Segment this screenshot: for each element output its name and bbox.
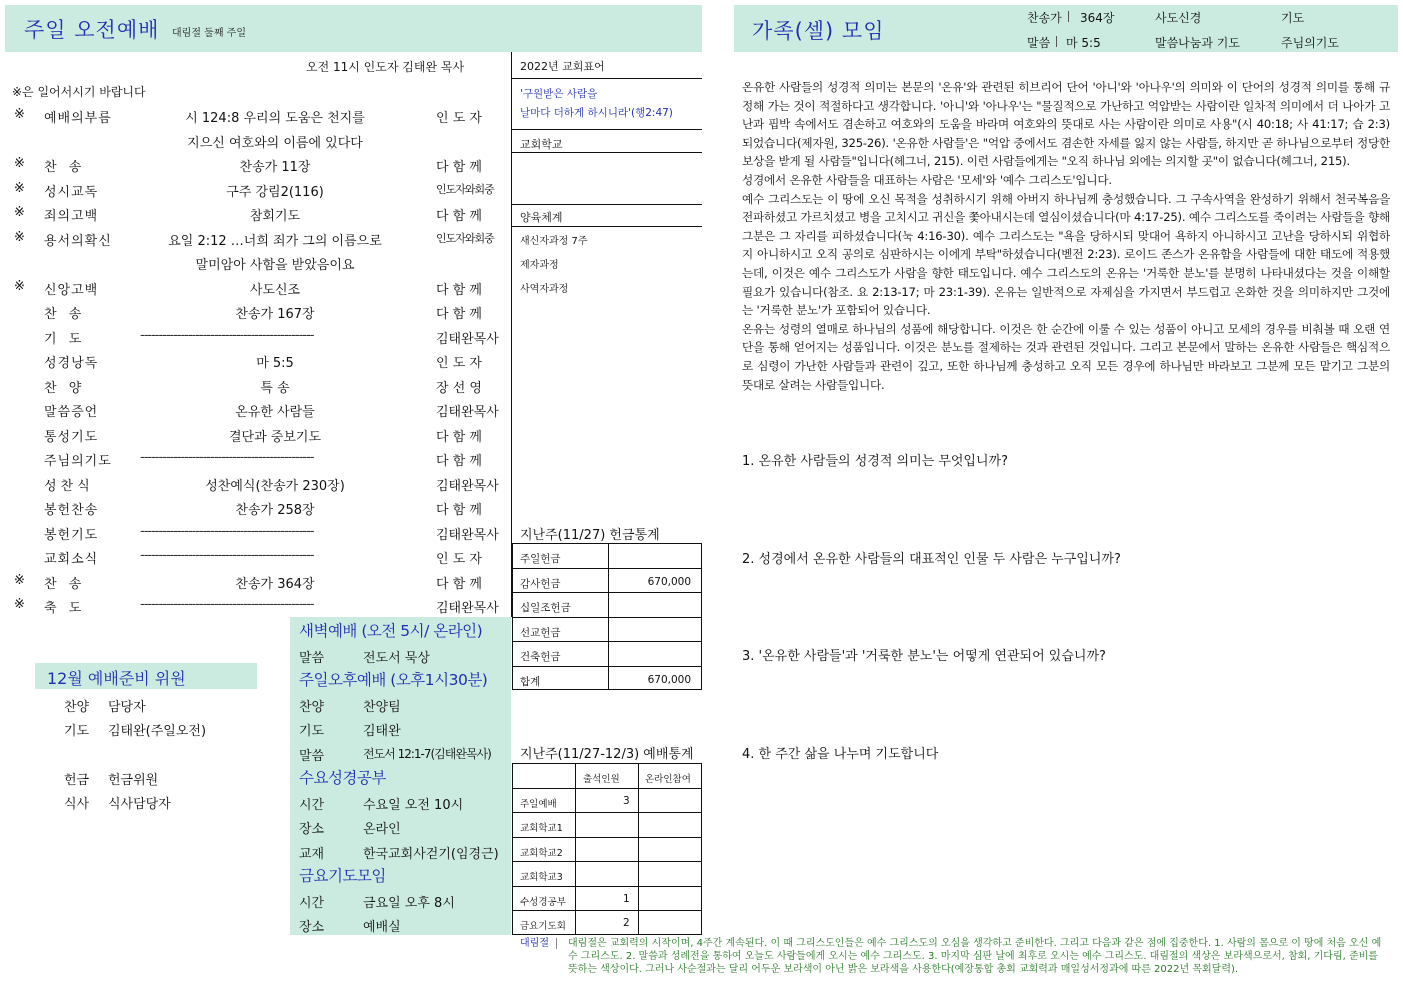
order-content: 말미암아 사함을 받았음이요 xyxy=(195,258,355,273)
order-label: 봉헌기도 xyxy=(44,527,99,543)
order-row xyxy=(0,226,510,251)
meeting-value: 한국교회사걷기(임경근) xyxy=(363,846,499,862)
table-rule xyxy=(513,812,701,813)
order-content: 찬송가 167장 xyxy=(235,307,315,322)
order-mark: ※ xyxy=(14,107,25,122)
table-rule xyxy=(513,788,701,789)
order-label: 신앙고백 xyxy=(44,282,99,298)
order-row xyxy=(0,299,510,324)
table-rule xyxy=(513,837,701,838)
meeting-value: 금요일 오후 8시 xyxy=(363,895,455,911)
nurture-item: 새신자과정 7주 xyxy=(520,236,588,247)
divider xyxy=(512,204,702,205)
order-divider xyxy=(511,52,512,617)
order-label: 찬 송 xyxy=(44,160,86,175)
order-leader: 다 함 께 xyxy=(436,282,482,298)
order-content: 요일 2:12 …너희 죄가 그의 이름으로 xyxy=(168,233,382,249)
motto-title: 2022년 교회표어 xyxy=(520,60,605,73)
order-leader: 다 함 께 xyxy=(436,160,482,175)
attendance-header: 온라인참여 xyxy=(645,774,691,785)
order-label: 성시교독 xyxy=(44,184,99,200)
question-4: 4. 한 주간 삶을 나누며 기도합니다 xyxy=(742,747,939,762)
december-name: 담당자 xyxy=(108,700,146,715)
order-row xyxy=(0,152,510,177)
hymn-value: 364장 xyxy=(1080,11,1115,25)
hymn-label: 찬송가 xyxy=(1027,11,1062,25)
order-label: 통성기도 xyxy=(44,429,99,445)
attendance-header: 출석인원 xyxy=(583,774,620,785)
attendance-name: 수성경공부 xyxy=(520,896,566,908)
meeting-value: 온라인 xyxy=(363,822,401,837)
meeting-title: 수요성경공부 xyxy=(299,769,386,787)
offering-name: 건축헌금 xyxy=(520,651,561,663)
stand-note: ※은 일어서시기 바랍니다 xyxy=(12,85,146,99)
table-rule xyxy=(513,910,701,911)
order-row xyxy=(0,422,510,447)
school-title: 교회학교 xyxy=(520,138,563,151)
order-content: 지으신 여호와의 이름에 있다다 xyxy=(187,135,363,151)
december-role: 찬양 xyxy=(64,700,90,715)
meeting-key: 장소 xyxy=(299,920,325,935)
attendance-present: 2 xyxy=(623,917,630,930)
order-row xyxy=(0,544,510,569)
meeting-key: 말씀 xyxy=(299,650,325,666)
separator xyxy=(1068,11,1069,22)
divider xyxy=(512,152,702,153)
meeting-title: 주일오후예배 (오후1시30분) xyxy=(299,671,488,689)
order-row xyxy=(0,471,510,496)
meeting-key: 장소 xyxy=(299,822,325,837)
offering-title: 지난주(11/27) 헌금통계 xyxy=(520,528,660,543)
order-leader: 인도자와회중 xyxy=(436,231,494,245)
order-label: 축 도 xyxy=(44,601,86,616)
service-leader: 오전 11시 인도자 김태완 목사 xyxy=(306,60,465,74)
order-content: 찬송가 258장 xyxy=(235,503,315,518)
order-dashes: ----------------------------------------------- xyxy=(140,597,314,612)
body-paragraph: 온유한 사람들의 성경적 의미는 본문의 '온유'와 관련된 히브리어 단어 '아니'와 '아나우'의 의미와 이 단어의 성경적 의미를 통해 규정해 가는 것이 적절하다고 생각합니다. '아니'와 '아나우'는 "물질적으로 가난하고 억압받는 사람이란 일차적 의미에서 더 나아가 고난과 핍박 속에서도 겸손하고 여호와의 도움을 바라며 여호와의 뜻대로 사는 사람이란 의미로 사용"(시 40:18; 사 41:17; 습 2:3) 되었습니다(제자원, 325-26). '온유한 사람들'은 "억압 중에서도 겸손한 자세를 잃지 않는 사람들, 하지만 곧 하나님으로부터 정당한 보상을 받게 될 사람들"입니다(헤그너, 215). 이런 사람들에게는 "오직 하나님 외에는 의지할 곳"이 없습니다(헤그너, 215). xyxy=(742,80,1390,169)
attendance-title: 지난주(11/27-12/3) 예배통계 xyxy=(520,747,694,762)
order-dashes: ----------------------------------------------- xyxy=(140,548,314,563)
order-mark: ※ xyxy=(14,205,25,220)
body-paragraph: 온유는 성령의 열매로 하나님의 성품에 해당합니다. 이것은 한 순간에 이룰 수 있는 성품이 아니고 모세의 경우를 비춰볼 때 오랜 연단을 통해 얻어지는 성품입니다. 이것은 분노를 절제하는 것과 관련된 것입니다. 그리고 본문에서 말하는 온유한 사람들은 핵심적으로 심령이 가난한 사람들과 관련이 깊고, 또한 하나님께 충성하고 오직 모든 경우에 하나님만 바라보고 그분께 모든 맡기고 그분의 뜻대로 살려는 사람들입니다. xyxy=(742,321,1391,392)
attendance-name: 주일예배 xyxy=(520,798,557,810)
order-dashes: ----------------------------------------------- xyxy=(140,327,314,343)
meeting-value: 김태완 xyxy=(363,724,401,739)
attendance-name: 교회학교1 xyxy=(520,823,563,835)
body-paragraph: 성경에서 온유한 사람들을 대표하는 사람은 '모세'와 '예수 그리스도'입니다. xyxy=(742,172,1112,187)
order-label: 봉헌찬송 xyxy=(44,503,99,518)
order-leader: 다 함 께 xyxy=(436,454,482,469)
attendance-present: 3 xyxy=(623,794,630,807)
order-leader: 김태완목사 xyxy=(436,601,499,616)
offering-amount: 670,000 xyxy=(647,673,691,686)
order-label: 죄의고백 xyxy=(44,209,99,224)
order-leader: 장 선 영 xyxy=(436,380,482,396)
order-content: 찬송가 364장 xyxy=(235,576,315,592)
order-leader: 인도자와회중 xyxy=(436,182,494,196)
order-row xyxy=(0,373,510,398)
body-paragraph: 예수 그리스도는 이 땅에 오신 목적을 성취하시기 위해 아버지 하나님께 충성했습니다. 그 구속사역을 완성하기 위해서 천국복음을 전파하셨고 가르치셨고 병을 고치시고 귀신을 쫓아내시는데 열심이셨습니다(마 4:17-25). 예수 그리스도를 죽이려는 사람들을 향해 그분은 그 자리를 피하셨습니다(눅 4:16-30). 예수 그리스도는 "욕을 당하시되 맞대어 욕하지 아니하시고 고난을 당하시되 위협하지 아니하시고 오직 공의로 심판하시는 이에게 부탁"하셨습니다(벧전 2:23). 로이드 존스가 온유함을 사람들에 대한 태도에 적용했는데, 이것은 예수 그리스도가 사람을 향한 태도입니다. 예수 그리스도의 온유는 '거룩한 분노'를 분명히 나타내셨다는 것을 이해할 필요가 있습니다(참조. 요 2:13-17; 마 23:1-39). 온유는 일반적으로 자제심을 가지면서 부드럽고 온화한 것을 의미하지만 그것에는 '거룩한 분노'가 포함되어 있습니다. xyxy=(742,191,1390,318)
order-label: 예배의부름 xyxy=(44,111,112,126)
order-content: 성찬예식(찬송가 230장) xyxy=(205,478,345,494)
order-content: 시 124:8 우리의 도움은 천지를 xyxy=(185,111,365,126)
order-mark: ※ xyxy=(14,278,25,294)
order-mark: ※ xyxy=(14,180,25,196)
order-row xyxy=(0,128,510,153)
meeting-key: 찬양 xyxy=(299,699,325,715)
offering-name: 선교헌금 xyxy=(520,626,561,639)
order-row xyxy=(0,324,510,349)
offering-amount: 670,000 xyxy=(647,575,691,588)
order-mark: ※ xyxy=(14,597,25,612)
motto-line-1: '구원받은 사람을 xyxy=(520,88,598,100)
order-mark: ※ xyxy=(14,229,25,245)
order-row xyxy=(0,593,510,618)
order-row xyxy=(0,103,510,128)
offering-name: 주일헌금 xyxy=(520,553,561,565)
order-content: 마 5:5 xyxy=(256,356,294,371)
page-title: 주일 오전예배 xyxy=(24,18,160,42)
december-role: 헌금 xyxy=(64,773,90,788)
order-leader: 다 함 께 xyxy=(436,429,482,445)
divider xyxy=(512,129,702,130)
order-content: 참회기도 xyxy=(249,209,301,224)
order-content: 구주 강림2(116) xyxy=(226,184,324,200)
order-row xyxy=(0,397,510,422)
december-role: 기도 xyxy=(64,724,90,739)
offering-name: 감사헌금 xyxy=(520,577,561,590)
order-content: 온유한 사람들 xyxy=(235,405,315,420)
footnote-text: 대림절은 교회력의 시작이며, 4주간 계속된다. 이 때 그리스도인들은 예수 그리스도의 오심을 생각하고 준비한다. 그리고 다음과 같은 점에 집중한다. 1. 사람의 몸으로 이 땅에 처음 오신 예수 그리스도. 2. 말씀과 성례전을 통하여 오늘도 사람들에게 오시는 예수 그리스도. 3. 마지막 심판 날에 최후로 오시는 예수 그리스도. 대림절의 색상은 보라색으로서, 참회, 기다림, 준비를 뜻하는 색상이다. 그러나 사순절과는 달리 어두운 보라색이 아닌 밝은 보라색을 사용한다(예장통합 총회 교회력과 매일성서정과에 따른 2022년 목회달력). xyxy=(568,938,1382,975)
december-title: 12월 예배준비 위원 xyxy=(47,669,186,688)
meeting-key: 말씀 xyxy=(299,748,325,764)
meeting-key: 시간 xyxy=(299,797,325,813)
meeting-value: 찬양팀 xyxy=(363,699,401,715)
nurture-title: 양육체계 xyxy=(520,211,563,224)
order-label: 교회소식 xyxy=(44,552,99,567)
order-content: 특 송 xyxy=(260,380,290,396)
order-leader: 김태완목사 xyxy=(436,405,499,420)
table-rule xyxy=(513,568,701,569)
table-rule xyxy=(513,666,701,667)
meeting-title: 금요기도모임 xyxy=(299,867,386,885)
order-mark: ※ xyxy=(14,572,25,588)
table-rule xyxy=(513,592,701,593)
scripture-label: 말씀 xyxy=(1027,36,1051,50)
order-leader: 다 함 께 xyxy=(436,307,482,322)
order-label: 성찬식 xyxy=(44,478,94,494)
page-subtitle: 대림절 둘째 주일 xyxy=(172,28,246,39)
footnote-label: 대림절 xyxy=(520,938,549,949)
order-row xyxy=(0,569,510,594)
meetings-list xyxy=(290,617,511,935)
december-name: 김태완(주일오전) xyxy=(108,724,207,739)
december-role: 식사 xyxy=(64,797,90,812)
sermon-body xyxy=(742,78,1390,394)
order-leader: 인 도 자 xyxy=(436,356,482,371)
order-leader: 다 함 께 xyxy=(436,576,482,592)
order-content: 사도신조 xyxy=(249,282,301,298)
meeting-value: 전도서 묵상 xyxy=(363,650,430,666)
meeting-key: 교재 xyxy=(299,846,325,862)
order-leader: 다 함 께 xyxy=(436,503,482,518)
order-label: 성경낭독 xyxy=(44,356,99,371)
order-label: 찬 송 xyxy=(44,576,86,592)
table-rule xyxy=(513,617,701,618)
sharing-label: 말씀나눔과 기도 xyxy=(1155,36,1240,50)
order-content: 결단과 중보기도 xyxy=(228,429,322,445)
attendance-name: 교회학교3 xyxy=(520,872,563,884)
table-rule xyxy=(608,544,609,689)
nurture-item: 사역자과정 xyxy=(520,284,569,295)
order-leader: 김태완목사 xyxy=(436,478,499,494)
order-row xyxy=(0,177,510,202)
meeting-key: 기도 xyxy=(299,724,325,739)
order-row xyxy=(0,275,510,300)
table-rule xyxy=(638,764,639,934)
scripture-value: 마 5:5 xyxy=(1066,36,1101,50)
order-dashes: ----------------------------------------------- xyxy=(140,523,314,539)
order-leader: 인 도 자 xyxy=(436,111,482,126)
table-rule xyxy=(513,886,701,887)
order-row xyxy=(0,348,510,373)
divider xyxy=(512,226,702,227)
footnote-separator xyxy=(556,938,557,949)
order-of-worship xyxy=(0,103,510,618)
order-dashes: ----------------------------------------------- xyxy=(140,450,314,465)
question-1: 1. 온유한 사람들의 성경적 의미는 무엇입니까? xyxy=(742,454,1009,469)
order-row xyxy=(0,520,510,545)
table-rule xyxy=(575,764,576,934)
order-leader: 김태완목사 xyxy=(436,331,499,347)
motto-line-2: 날마다 더하게 하시니라'(행2:47) xyxy=(520,107,673,119)
order-content: 찬송가 11장 xyxy=(239,160,311,175)
order-label: 주님의기도 xyxy=(44,454,112,469)
meeting-value: 예배실 xyxy=(363,920,401,935)
order-mark: ※ xyxy=(14,156,25,171)
order-row xyxy=(0,250,510,275)
order-row xyxy=(0,201,510,226)
question-3: 3. '온유한 사람들'과 '거룩한 분노'는 어떻게 연관되어 있습니까? xyxy=(742,649,1106,664)
offering-name: 합계 xyxy=(520,675,541,688)
offering-table xyxy=(512,543,702,690)
attendance-table xyxy=(512,763,702,935)
question-2: 2. 성경에서 온유한 사람들의 대표적인 인물 두 사람은 누구입니까? xyxy=(742,552,1121,567)
order-label: 용서의확신 xyxy=(44,233,112,249)
order-row xyxy=(0,446,510,471)
offering-name: 십일조헌금 xyxy=(520,602,571,614)
lords-prayer-label: 주님의기도 xyxy=(1281,36,1339,50)
order-leader: 인 도 자 xyxy=(436,552,482,567)
order-row xyxy=(0,495,510,520)
order-label: 찬 송 xyxy=(44,307,86,322)
divider xyxy=(512,78,702,79)
separator xyxy=(1056,36,1057,47)
order-label: 기 도 xyxy=(44,331,86,347)
attendance-name: 금요기도회 xyxy=(520,921,566,933)
order-label: 찬 양 xyxy=(44,380,86,396)
prayer-label: 기도 xyxy=(1281,11,1305,25)
attendance-name: 교회학교2 xyxy=(520,847,563,859)
cell-title: 가족(셀) 모임 xyxy=(752,19,885,43)
creed-label: 사도신경 xyxy=(1155,11,1202,25)
meeting-key: 시간 xyxy=(299,895,325,911)
order-leader: 김태완목사 xyxy=(436,527,499,543)
december-name: 헌금위원 xyxy=(108,773,159,788)
order-leader: 다 함 께 xyxy=(436,209,482,224)
table-rule xyxy=(513,861,701,862)
meeting-value: 전도서 12:1-7(김태완목사) xyxy=(363,746,491,761)
attendance-present: 1 xyxy=(623,892,630,905)
december-name: 식사담당자 xyxy=(108,797,171,812)
order-label: 말씀증언 xyxy=(44,405,99,420)
meeting-title: 새벽예배 (오전 5시/ 온라인) xyxy=(299,622,483,640)
nurture-item: 제자과정 xyxy=(520,260,559,271)
table-rule xyxy=(513,641,701,642)
meeting-value: 수요일 오전 10시 xyxy=(363,797,464,813)
